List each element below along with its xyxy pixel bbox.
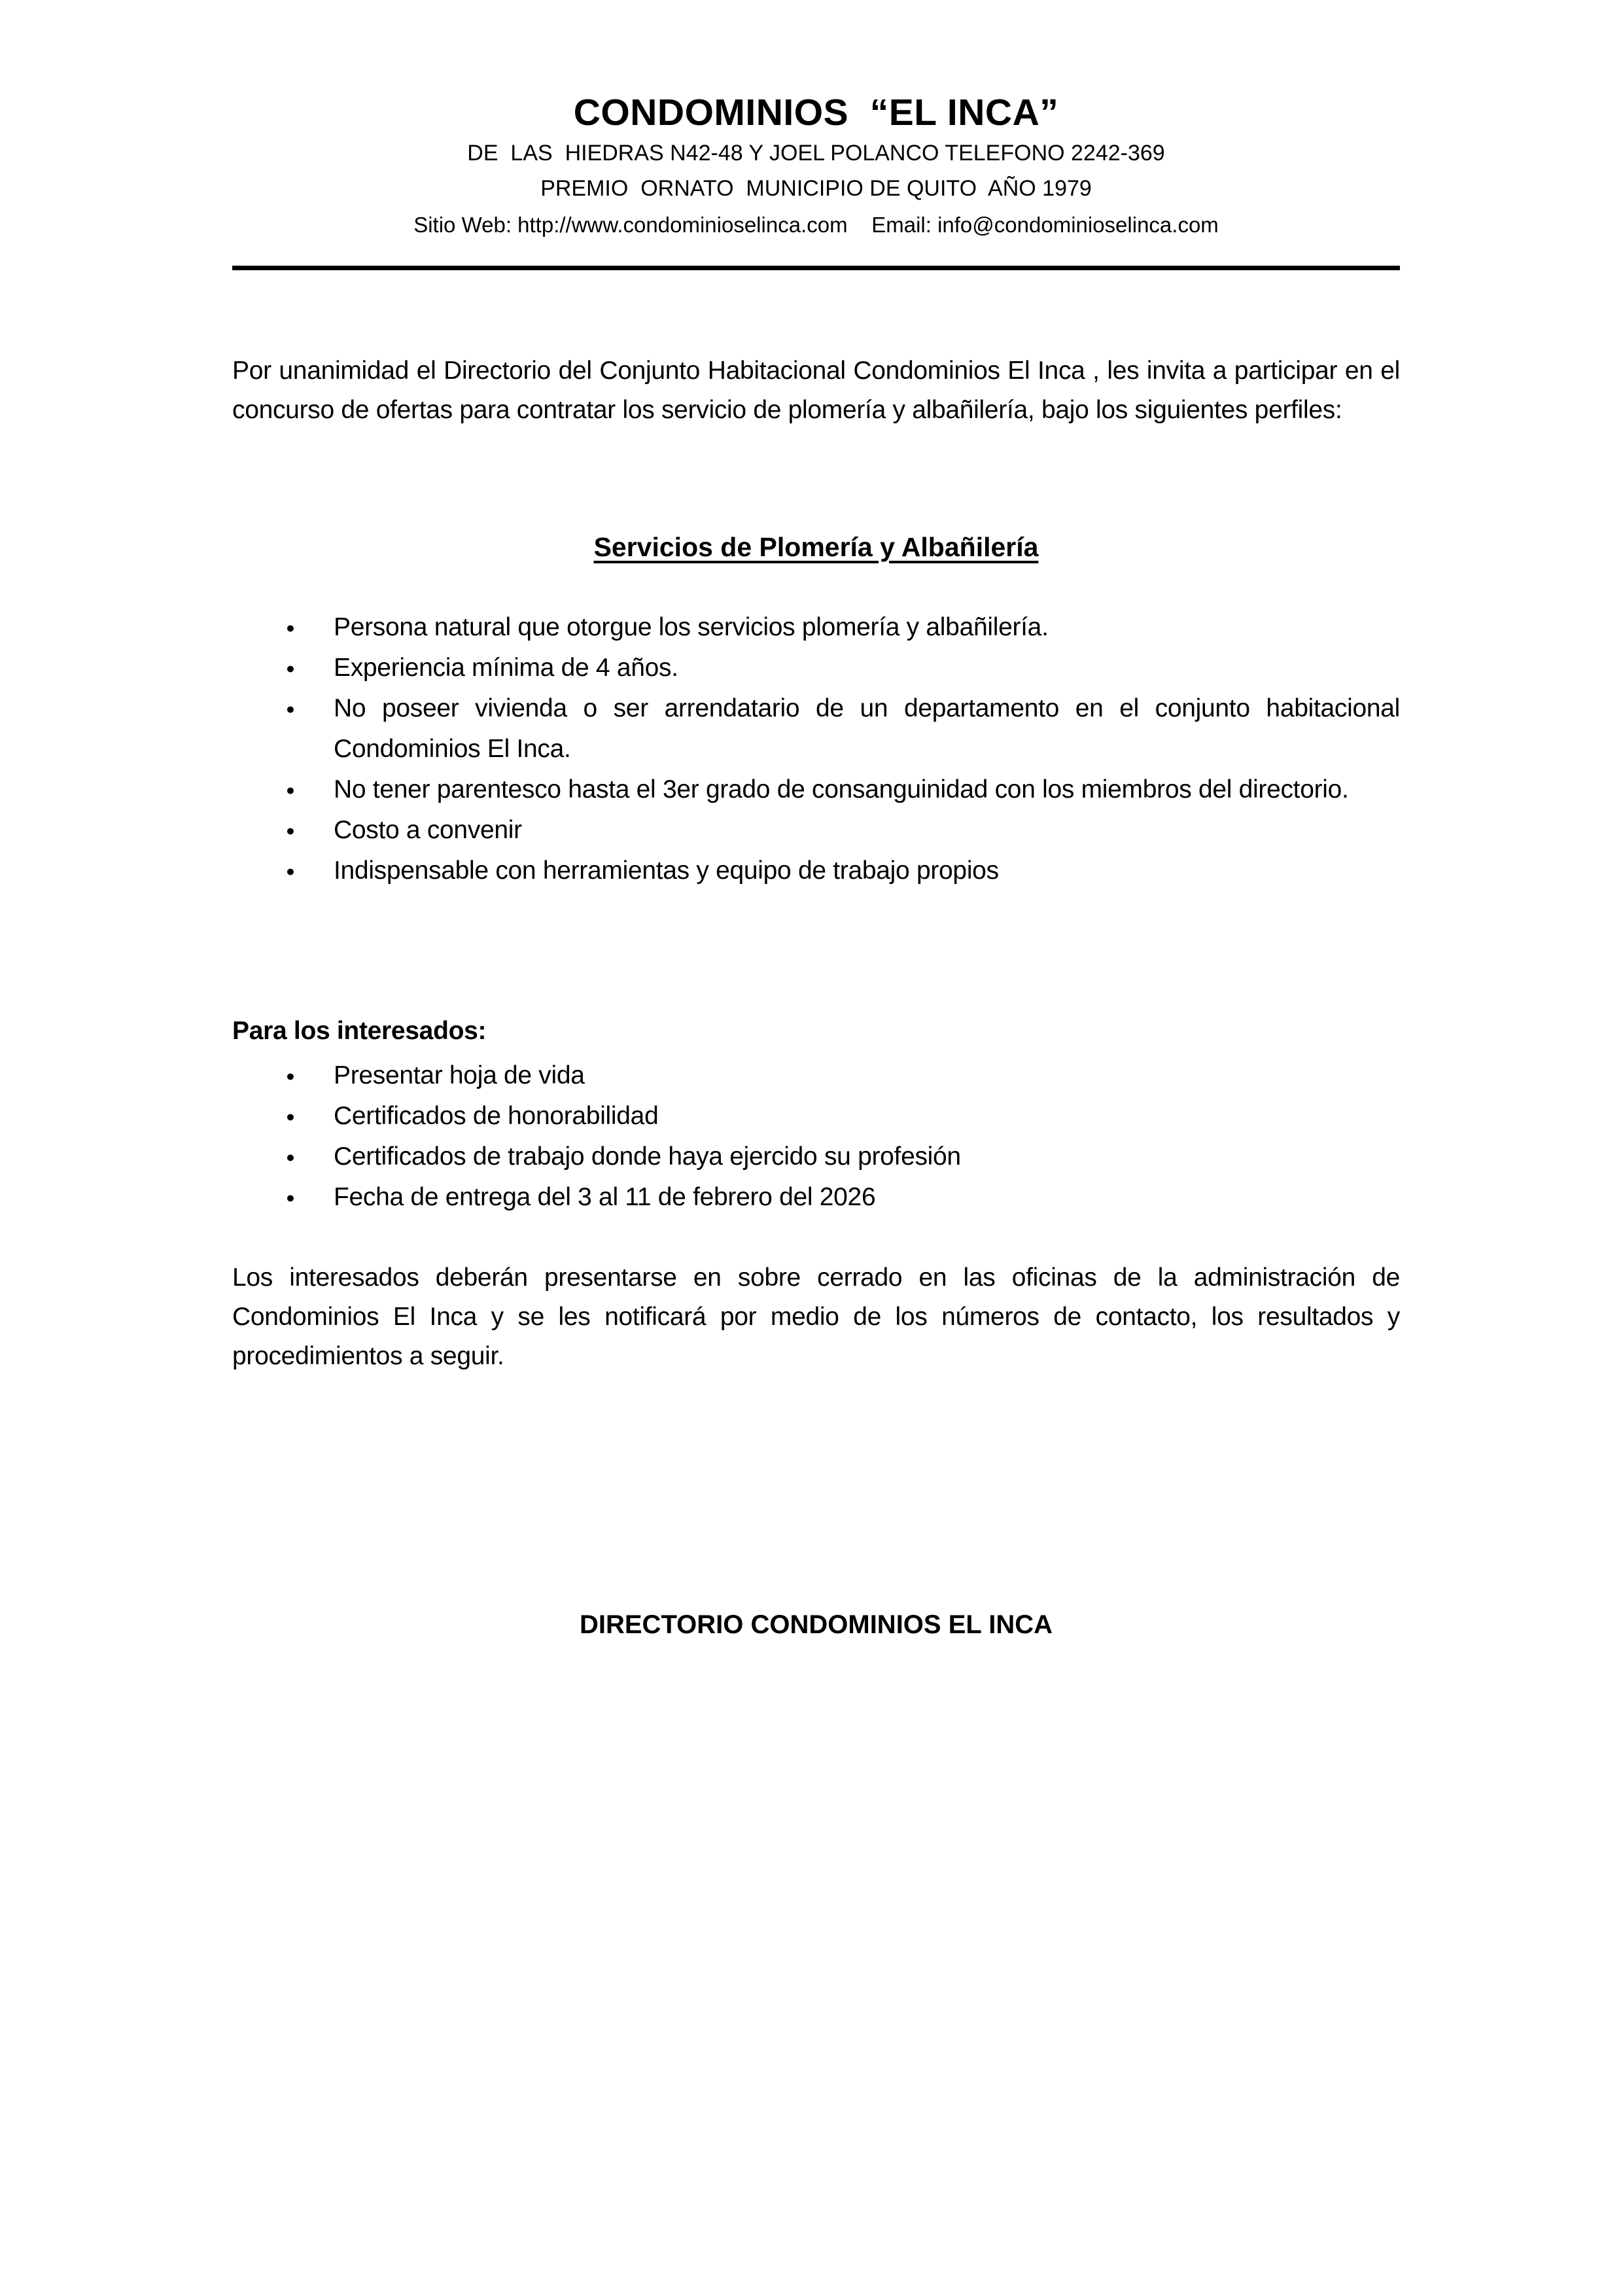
- letterhead-contact: Sitio Web: http://www.condominioselinca.com Email: info@condominioselinca.com: [413, 213, 1219, 237]
- interested-list: [232, 1055, 1400, 1218]
- interested-item: ● Presentar hoja de vida: [232, 1055, 1400, 1096]
- closing-paragraph: Los interesados deberán presentarse en sobre cerrado en las oficinas de la administración de Condominios El Inca y se les notificará por medio de los números de contacto, los resultados y procedimientos a seguir.: [232, 1263, 1400, 1370]
- letterhead-divider: [232, 266, 1400, 270]
- requirement-item: ● No poseer vivienda o ser arrendatario de un departamento en el conjunto habitacional Condominios El Inca.: [232, 688, 1400, 769]
- requirements-list: [232, 607, 1400, 891]
- organization-title: CONDOMINIOS “EL INCA”: [573, 92, 1059, 133]
- requirement-item: ● Indispensable con herramientas y equipo de trabajo propios: [232, 851, 1400, 891]
- requirement-item: ● Persona natural que otorgue los servicios plomería y albañilería.: [232, 607, 1400, 648]
- services-section-heading: [232, 531, 1400, 563]
- interested-heading: Para los interesados:: [232, 1017, 487, 1045]
- interested-item: ● Certificados de honorabilidad: [232, 1096, 1400, 1137]
- requirement-item: ● Experiencia mínima de 4 años.: [232, 648, 1400, 688]
- letterhead: [232, 92, 1400, 270]
- requirement-item: ● No tener parentesco hasta el 3er grado de consanguinidad con los miembros del directorio.: [232, 769, 1400, 810]
- interested-item: ● Fecha de entrega del 3 al 11 de febrero del 2026: [232, 1177, 1400, 1218]
- intro-paragraph: Por unanimidad el Directorio del Conjunto Habitacional Condominios El Inca , les invita a participar en el concurso de ofertas para contratar los servicio de plomería y albañilería, bajo los siguientes perfiles:: [232, 357, 1400, 424]
- letterhead-award: PREMIO ORNATO MUNICIPIO DE QUITO AÑO 1979: [540, 176, 1092, 201]
- letterhead-address: DE LAS HIEDRAS N42-48 Y JOEL POLANCO TELEFONO 2242-369: [467, 141, 1165, 166]
- interested-item: ● Certificados de trabajo donde haya ejercido su profesión: [232, 1137, 1400, 1177]
- services-section-heading-text: Servicios de Plomería y Albañilería: [593, 532, 1039, 562]
- requirement-item: ● Costo a convenir: [232, 810, 1400, 851]
- signature-line: DIRECTORIO CONDOMINIOS EL INCA: [579, 1610, 1053, 1639]
